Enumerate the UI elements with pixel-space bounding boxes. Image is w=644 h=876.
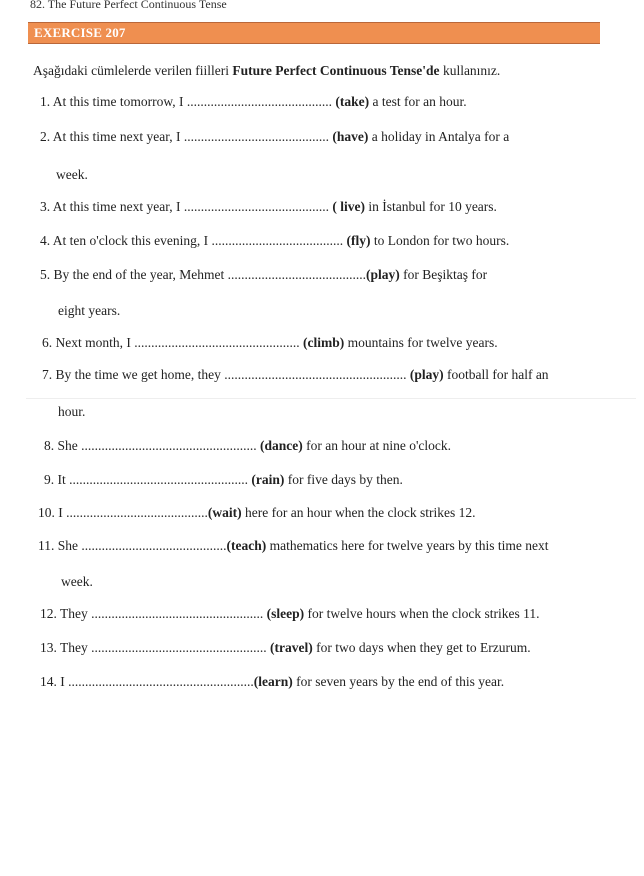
page-header: 82. The Future Perfect Continuous Tense bbox=[30, 0, 227, 11]
item-blank: ..................................................... bbox=[69, 472, 248, 487]
item-text-before: Next month, I bbox=[55, 335, 135, 350]
item-blank: ...................................................... bbox=[224, 367, 407, 382]
item-verb: (travel) bbox=[270, 640, 313, 655]
exercise-item-2 bbox=[40, 129, 509, 145]
item-text-before: By the time we get home, they bbox=[55, 367, 225, 382]
item-text-after: a test for an hour. bbox=[369, 94, 467, 109]
item-text-after: for twelve hours when the clock strikes 11. bbox=[304, 606, 540, 621]
item-number: 13. bbox=[40, 640, 57, 655]
item-verb: (have) bbox=[332, 129, 369, 144]
exercise-item-11-continuation: week. bbox=[61, 574, 93, 589]
item-blank: .................................................... bbox=[81, 438, 257, 453]
item-verb: (fly) bbox=[346, 233, 371, 248]
exercise-item-2-continuation: week. bbox=[56, 167, 88, 182]
item-text-after: for Beşiktaş for bbox=[399, 267, 488, 282]
item-text-after: for an hour at nine o'clock. bbox=[302, 438, 452, 453]
item-blank: ....................................... bbox=[211, 233, 344, 248]
exercise-item-3 bbox=[40, 199, 497, 215]
exercise-item-14 bbox=[40, 674, 504, 690]
item-text-before: They bbox=[60, 640, 92, 655]
exercise-item-5-continuation: eight years. bbox=[58, 303, 121, 318]
item-verb: (play) bbox=[366, 267, 400, 282]
exercise-item-4 bbox=[40, 233, 509, 249]
item-text-after: mathematics here for twelve years by this time next bbox=[266, 538, 549, 553]
exercise-item-12 bbox=[40, 606, 539, 622]
item-verb: (wait) bbox=[207, 505, 242, 520]
item-verb: ( live) bbox=[332, 199, 365, 214]
item-number: 14. bbox=[40, 674, 57, 689]
item-text-after: here for an hour when the clock strikes 12. bbox=[241, 505, 476, 520]
exercise-title-bar bbox=[28, 22, 600, 44]
item-number: 3. bbox=[40, 199, 51, 214]
exercise-item-5 bbox=[40, 267, 487, 283]
exercise-item-13 bbox=[40, 640, 531, 656]
scan-artifact-line bbox=[26, 398, 636, 399]
item-number: 1. bbox=[40, 94, 51, 109]
exercise-item-1 bbox=[40, 94, 467, 110]
item-blank: ........................................... bbox=[81, 538, 227, 553]
item-text-after: to London for two hours. bbox=[370, 233, 510, 248]
exercise-title: EXERCISE 207 bbox=[34, 25, 126, 40]
item-verb: (climb) bbox=[303, 335, 345, 350]
item-number: 9. bbox=[44, 472, 55, 487]
item-verb: (learn) bbox=[253, 674, 293, 689]
exercise-item-7 bbox=[42, 367, 549, 383]
item-text-before: I bbox=[58, 505, 67, 520]
item-number: 11. bbox=[38, 538, 55, 553]
item-text-before: At this time next year, I bbox=[52, 129, 184, 144]
item-text-before: At ten o'clock this evening, I bbox=[52, 233, 212, 248]
item-verb: (play) bbox=[409, 367, 444, 382]
item-text-after: mountains for twelve years. bbox=[344, 335, 498, 350]
instruction-bold: Future Perfect Continuous Tense'de bbox=[232, 63, 440, 78]
item-number: 5. bbox=[40, 267, 51, 282]
item-blank: ................................................... bbox=[91, 606, 264, 621]
instruction-before: Aşağıdaki cümlelerde verilen fiilleri bbox=[33, 63, 233, 78]
item-blank: ....................................................... bbox=[68, 674, 254, 689]
item-text-before: She bbox=[57, 538, 82, 553]
item-text-before: At this time tomorrow, I bbox=[52, 94, 187, 109]
item-text-before: I bbox=[60, 674, 69, 689]
item-number: 4. bbox=[40, 233, 51, 248]
item-blank: ........................................... bbox=[183, 199, 329, 214]
item-text-after: football for half an bbox=[443, 367, 549, 382]
item-blank: .......................................... bbox=[66, 505, 208, 520]
item-text-after: a holiday in Antalya for a bbox=[368, 129, 510, 144]
exercise-item-11 bbox=[38, 538, 549, 554]
exercise-item-10 bbox=[38, 505, 476, 521]
item-text-after: for seven years by the end of this year. bbox=[292, 674, 505, 689]
item-blank: ......................................... bbox=[227, 267, 367, 282]
item-number: 2. bbox=[40, 129, 51, 144]
item-number: 10. bbox=[38, 505, 55, 520]
item-text-before: By the end of the year, Mehmet bbox=[53, 267, 228, 282]
item-text-before: They bbox=[60, 606, 92, 621]
item-number: 6. bbox=[42, 335, 53, 350]
item-blank: ........................................... bbox=[183, 129, 329, 144]
item-text-after: in İstanbul for 10 years. bbox=[364, 199, 497, 214]
item-verb: (dance) bbox=[260, 438, 303, 453]
item-text-before: She bbox=[57, 438, 82, 453]
item-number: 8. bbox=[44, 438, 55, 453]
item-blank: ................................................. bbox=[134, 335, 300, 350]
item-blank: .................................................... bbox=[91, 640, 267, 655]
instruction-text bbox=[33, 63, 500, 79]
item-text-after: for five days by then. bbox=[284, 472, 403, 487]
item-text-after: for two days when they get to Erzurum. bbox=[312, 640, 531, 655]
item-number: 12. bbox=[40, 606, 57, 621]
instruction-after: kullanınız. bbox=[439, 63, 501, 78]
item-text-before: It bbox=[57, 472, 70, 487]
item-blank: ........................................... bbox=[186, 94, 333, 109]
exercise-item-7-continuation: hour. bbox=[58, 404, 86, 419]
item-verb: (teach) bbox=[226, 538, 267, 553]
exercise-item-6 bbox=[42, 335, 498, 351]
exercise-item-8 bbox=[44, 438, 451, 454]
item-verb: (sleep) bbox=[266, 606, 305, 621]
item-text-before: At this time next year, I bbox=[52, 199, 184, 214]
exercise-item-9 bbox=[44, 472, 403, 488]
item-verb: (rain) bbox=[251, 472, 285, 487]
item-number: 7. bbox=[42, 367, 53, 382]
item-verb: (take) bbox=[335, 94, 370, 109]
